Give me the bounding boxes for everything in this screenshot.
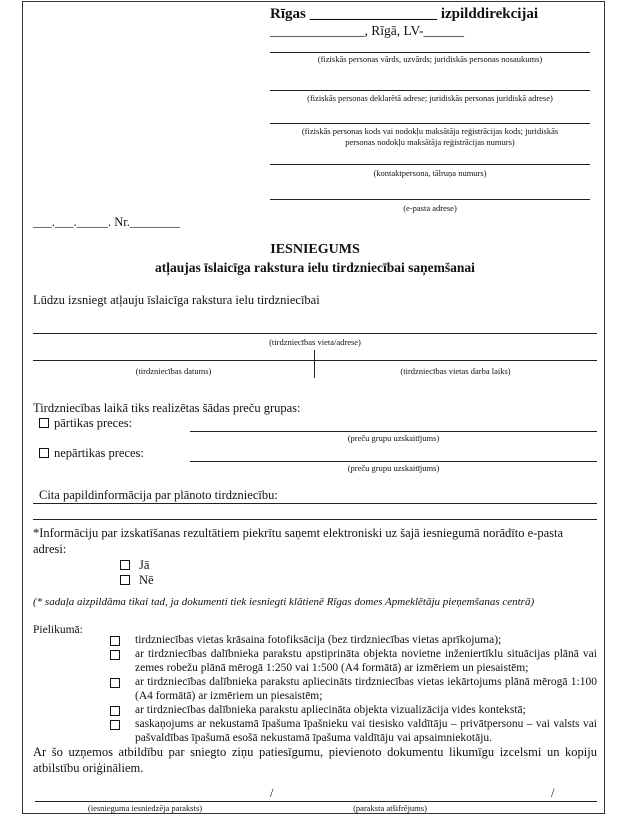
request-text: Lūdzu izsniegt atļauju īslaicīga rakstura ielu tirdzniecībai: [33, 293, 320, 307]
attachment-item[interactable]: [110, 633, 597, 647]
slash-2: /: [551, 786, 555, 800]
contact-field[interactable]: [270, 164, 590, 165]
yes-label: Jā: [139, 558, 150, 572]
consent-line-1: *Informāciju par izskatīšanas rezultātiem piekrītu saņemt elektroniski uz šajā iesniegumā norādīto e-pasta: [33, 526, 564, 540]
place-field[interactable]: [33, 333, 597, 334]
document-subtitle: atļaujas īslaicīga rakstura ielu tirdzniecībai saņemšanai: [155, 260, 475, 275]
consent-line-2: adresi:: [33, 542, 67, 556]
consent-note: (* sadaļa aizpildāma tikai tad, ja dokumenti tiek iesniegti klātienē Rīgas domes Apmeklētāju pieņemšanas centrā): [33, 596, 535, 608]
address-line[interactable]: ______________, Rīgā, LV-______: [270, 23, 465, 38]
food-list-field[interactable]: [190, 431, 597, 432]
goods-intro: Tirdzniecības laikā tiks realizētas šādas preču grupas:: [33, 401, 301, 415]
attachment-text: tirdzniecības vietas krāsaina fotofiksācija (bez tirdzniecības vietas aprīkojuma);: [135, 634, 502, 646]
checkbox-icon[interactable]: [120, 560, 130, 570]
checkbox-icon[interactable]: [110, 720, 120, 730]
declaration: Ar šo uzņemos atbildību par sniegto ziņu patiesīgumu, pievienoto dokumentu likumīgu izcelsmi un kopiju atbilstību oriģināliem.: [33, 745, 597, 775]
attachment-text: saskaņojums ar nekustamā īpašuma īpašnieku vai tiesisko valdītāju – privātpersonu – vai valsts vai pašvaldības īpašumā esošā nekustamā īpašuma valdītāju vai apsaimniekotāju.: [135, 718, 597, 744]
food-list-caption: (preču grupu uzskaitījums): [347, 433, 440, 443]
date-hours-field[interactable]: [33, 360, 597, 361]
id-code-caption-2: personas nodokļu maksātāja reģistrācijas numurs): [345, 137, 515, 147]
other-info-field-2[interactable]: [33, 519, 597, 520]
place-caption: (tirdzniecības vieta/adrese): [269, 337, 361, 347]
food-label: pārtikas preces:: [54, 416, 133, 430]
consent-yes[interactable]: [120, 558, 149, 572]
contact-caption: (kontaktpersona, tālruņa numurs): [373, 168, 487, 178]
date-number[interactable]: ___.___._____. Nr.________: [33, 215, 180, 229]
checkbox-icon[interactable]: [120, 575, 130, 585]
slash-1: /: [270, 786, 274, 800]
consent-no[interactable]: [120, 573, 154, 587]
name-field[interactable]: [270, 52, 590, 53]
attachment-item[interactable]: [110, 675, 597, 703]
signature-decode-caption: (paraksta atšifrējums): [353, 803, 427, 813]
attachment-text: ar tirdzniecības dalībnieka parakstu apstiprināta objekta novietne inženiertīklu situācijas plānā vai zemes robežu plānā mērogā 1:250 vai 1:500 (A4 formātā) ar izmēriem un piesaistēm;: [135, 648, 597, 674]
attachment-item[interactable]: [110, 717, 597, 745]
no-label: Nē: [139, 573, 154, 587]
checkbox-icon[interactable]: [39, 418, 49, 428]
id-code-field[interactable]: [270, 123, 590, 124]
checkbox-icon[interactable]: [110, 650, 120, 660]
attachment-text: ar tirdzniecības dalībnieka parakstu apliecināts tirdzniecības vietas iekārtojums plānā mērogā 1:100 (A4 formātā) ar izmēriem un piesaistēm;: [135, 676, 597, 702]
signature-caption: (iesnieguma iesniedzēja paraksts): [87, 803, 203, 813]
nonfood-list-caption: (preču grupu uzskaitījums): [347, 463, 440, 473]
other-info-label: Cita papildinformācija par plānoto tirdzniecību:: [39, 488, 278, 502]
attachment-item[interactable]: [110, 703, 597, 717]
address-caption: (fiziskās personas deklarētā adrese; juridiskās personas juridiskā adrese): [307, 93, 553, 103]
email-field[interactable]: [270, 199, 590, 200]
addressee: Rīgas _________________ izpilddirekcijai: [270, 6, 539, 22]
date-caption: (tirdzniecības datums): [135, 366, 212, 376]
nonfood-option[interactable]: [39, 446, 144, 460]
email-caption: (e-pasta adrese): [403, 203, 457, 213]
checkbox-icon[interactable]: [39, 448, 49, 458]
nonfood-label: nepārtikas preces:: [54, 446, 144, 460]
hours-caption: (tirdzniecības vietas darba laiks): [400, 366, 511, 376]
attachment-text: ar tirdzniecības dalībnieka parakstu apliecināta objekta vizualizācija vides kontekstā;: [135, 704, 526, 716]
food-option[interactable]: [39, 416, 132, 430]
signature-field[interactable]: [35, 801, 597, 802]
checkbox-icon[interactable]: [110, 706, 120, 716]
document-title: IESNIEGUMS: [270, 242, 360, 257]
address-field[interactable]: [270, 90, 590, 91]
attachments-label: Pielikumā:: [33, 624, 83, 636]
other-info-field[interactable]: [33, 503, 597, 504]
attachment-item[interactable]: [110, 647, 597, 675]
checkbox-icon[interactable]: [110, 678, 120, 688]
checkbox-icon[interactable]: [110, 636, 120, 646]
nonfood-list-field[interactable]: [190, 461, 597, 462]
id-code-caption-1: (fiziskās personas kods vai nodokļu maksātāja reģistrācijas kods; juridiskās: [301, 126, 559, 136]
name-caption: (fiziskās personas vārds, uzvārds; juridiskās personas nosaukums): [317, 54, 543, 64]
